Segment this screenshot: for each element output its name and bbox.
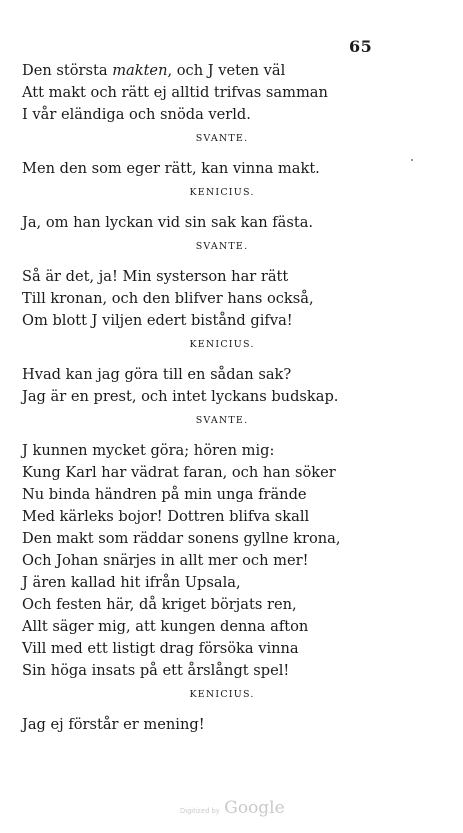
digitization-watermark [180, 798, 285, 818]
verse-line: Den makt som räddar sonens gyllne krona, [22, 530, 341, 547]
verse-line: Att makt och rätt ej alltid trifvas samman [22, 84, 328, 101]
watermark-brand: Google [224, 798, 285, 818]
verse-stanza [22, 158, 442, 180]
verse-line: J ären kallad hit ifrån Upsala, [22, 574, 241, 591]
verse-line: Kung Karl har vädrat faran, och han söker [22, 464, 336, 481]
verse-stanza [22, 714, 442, 736]
speaker-name: SVANTE. [195, 241, 249, 252]
verse-line: Allt säger mig, att kungen denna afton [22, 618, 309, 635]
verse-line: Ja, om han lyckan vid sin sak kan fästa. [22, 214, 314, 231]
verse-line: Jag är en prest, och intet lyckans budskap. [22, 388, 339, 405]
verse-line: Nu binda händren på min unga frände [22, 486, 307, 503]
verse-stanza [22, 212, 442, 234]
verse-stanza [22, 364, 442, 408]
verse-line: Jag ej förstår er mening! [22, 716, 205, 733]
verse-stanza [22, 266, 442, 332]
verse-line: Till kronan, och den blifver hans också, [22, 290, 314, 307]
verse-line: I vår eländiga och snöda verld. [22, 106, 251, 123]
play-text [22, 60, 442, 736]
verse-text: Den största [22, 62, 113, 79]
verse-line: Och Johan snärjes in allt mer och mer! [22, 552, 309, 569]
verse-text: , och J veten väl [167, 62, 286, 79]
watermark-prefix: Digitized by [180, 808, 220, 815]
verse-line: Sin höga insats på ett årslångt spel! [22, 662, 290, 679]
speaker-name: SVANTE. [195, 415, 249, 426]
verse-line: Vill med ett listigt drag försöka vinna [22, 640, 299, 657]
verse-line: J kunnen mycket göra; hören mig: [22, 442, 275, 459]
verse-line: Så är det, ja! Min systerson har rätt [22, 268, 289, 285]
verse-line: Med kärleks bojor! Dottren blifva skall [22, 508, 310, 525]
speaker-name: KENICIUS. [189, 187, 255, 198]
verse-stanza [22, 440, 442, 682]
page-number: 65 [349, 37, 373, 56]
verse-line: Men den som eger rätt, kan vinna makt. [22, 160, 320, 177]
verse-line: Hvad kan jag göra till en sådan sak? [22, 366, 292, 383]
speaker-name: SVANTE. [195, 133, 249, 144]
verse-stanza [22, 60, 442, 126]
verse-line: Om blott J viljen edert bistånd gifva! [22, 312, 293, 329]
verse-line: Och festen här, då kriget börjats ren, [22, 596, 297, 613]
speaker-name: KENICIUS. [189, 339, 255, 350]
verse-line [22, 60, 442, 82]
emphasized-word: makten [112, 62, 168, 79]
speaker-name: KENICIUS. [189, 689, 255, 700]
